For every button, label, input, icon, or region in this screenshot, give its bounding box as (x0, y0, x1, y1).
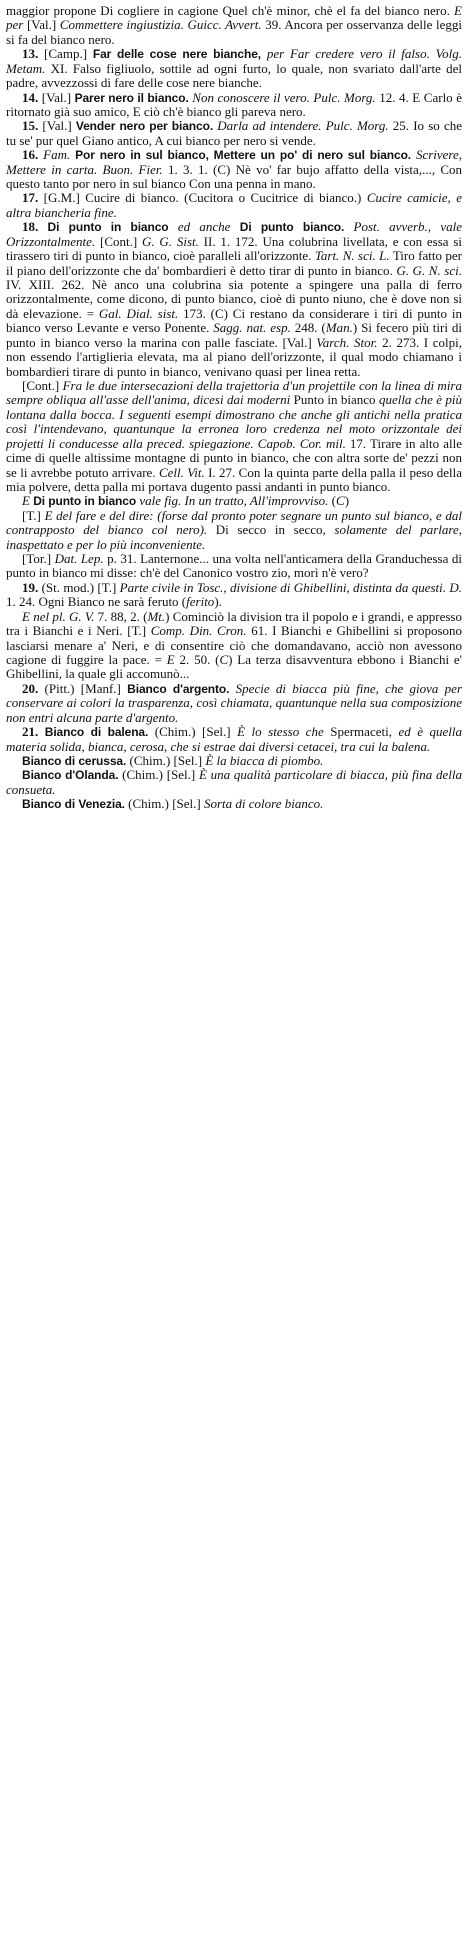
entry-continuation (6, 4, 462, 47)
italic-run: Gal. Dial. sist. (98, 305, 179, 321)
entry-18-fare-e-dire (6, 509, 462, 552)
italic-run: ed anche (168, 219, 240, 235)
text-run: [Cont.] (95, 233, 142, 249)
entry-number: 14. (22, 89, 39, 105)
text-run: (Chim.) [Sel.] (124, 796, 204, 812)
text-run: ( (328, 493, 337, 509)
italic-run: Specie di biacca più fine, che giova per conservare ai colori la trasparenza, così chiamata, quantunque nella sua composizione non entri alcuna parte d'argento. (6, 680, 463, 725)
text-run (38, 219, 47, 234)
entry-number: 15. (22, 118, 39, 134)
text-run: [Tor.] (22, 551, 55, 567)
headword: Di punto in bianco (47, 220, 169, 235)
entry-18-dat-lep-example (6, 552, 462, 581)
entry-18-trajettoria-note (6, 379, 462, 494)
text-run: (Chim.) [Sel.] (148, 724, 238, 740)
italic-run: E (22, 493, 34, 509)
italic-run: vale fig. In un tratto, All'improvviso. (136, 493, 329, 509)
italic-run: Scrivere, Mettere in carta. Buon. Fier. (6, 147, 463, 177)
text-run: XI. Falso figliuolo, sottile ad ogni furto, lo quale, non svariato dall'arte del padre, avvezzossi di fare delle cose nere bianche. (6, 60, 462, 91)
text-run: 12. 4. E Carlo è ritornato già suo amico, E ciò ch'è bianco gli pareva nero. (6, 89, 462, 119)
headword: Bianco d'Olanda. (22, 768, 119, 783)
text-run: [Val.] (38, 89, 75, 105)
text-run: Punto in bianco (290, 392, 379, 408)
text-run: Tiro fatto per il piano dell'orizzonte che da' bombardieri è detto tirar di punto in bianco. (6, 248, 462, 278)
italic-run: solamente del parlare, inaspettato e per lo più inconveniente. (6, 522, 462, 552)
text-run: 61. I Bianchi e Ghibellini si proposono lasciarsi menare a' Neri, e di consentire ciò che domandavano, acciò non avessono cagione di fuggire la pace. = (6, 623, 462, 667)
italic-run: Darla ad intendere. Pulc. Morg. (213, 118, 389, 134)
text-run: IV. XIII. 262. Nè anco una colubrina sia potente a spingere una palla di ferro orizzontalmente, come dicono, di punto bianco, cioè di punto niuno, che è dove non si dà elevazione. = (6, 277, 462, 321)
text-run: (Pitt.) [Manf.] (38, 680, 128, 696)
text-run: (Chim.) [Sel.] (118, 767, 199, 783)
text-run: 25. Io so che tu se' pur quel Giano antico, A cui bianco per nero si vende. (6, 118, 463, 148)
entry-21-bianco-di-cerussa (6, 754, 462, 768)
headword: Far delle cose nere bianche, (92, 47, 262, 62)
text-run: ). (214, 594, 222, 610)
text-run: 1. 3. 1. (C) Nè vo' far bujo affatto della vista,..., Con questo tanto por nero in sul bianco Con una penna in mano. (6, 161, 463, 192)
entry-19-parte-civile (6, 581, 462, 610)
italic-run: È la biacca di piombo. (205, 752, 324, 768)
headword: Bianco d'argento. (127, 681, 230, 696)
text-run: 2. 50. ( (174, 651, 220, 667)
text-run: I. 27. Con la quinta parte della palla il peso della mia polvere, detta palla mi portava dugento passi andanti in punto bianco. (6, 464, 463, 494)
text-run: ) Cominciò la division tra il popolo e i grandi, e appresso tra i Bianchi e i Neri. [T.] (6, 608, 462, 639)
italic-run: Man. (325, 320, 353, 336)
italic-run: E nel pl. G. V. (22, 608, 95, 624)
entry-15-vender-nero-per-bianco (6, 119, 462, 148)
italic-run: Mt. (147, 608, 166, 624)
text-run: Spermaceti, (323, 724, 399, 740)
italic-run: C (219, 651, 229, 667)
text-run: 17. Tirare in alto alle cime di quelle altissime montagne di punto in bianco, che con altra sorte de' pezzi non se li avrebbe potuto arrivare. (6, 435, 462, 480)
italic-run: E (166, 651, 175, 667)
entry-21-bianco-di-venezia (6, 797, 462, 811)
italic-run: ed è quella materia solida, bianca, cerosa, che si estrae dai diversi cetacei, tra cui la balena. (6, 724, 463, 754)
italic-run: Commettere ingiustizia. Guicc. Avvert. (59, 17, 262, 33)
text-run: ) (344, 493, 350, 509)
text-run: 7. 88, 2. ( (94, 608, 148, 624)
italic-run: Dat. Lep. (54, 551, 104, 567)
text-run: (St. mod.) [T.] (38, 579, 120, 595)
text-run: [Val.] (23, 17, 60, 33)
italic-run: Sagg. nat. esp. (213, 320, 291, 336)
entry-17-cucire-di-bianco (6, 191, 462, 220)
entry-number: 17. (22, 190, 39, 206)
text-run: p. 31. Lanternone... una volta nell'anticamera della Granduchessa di punto in bianco mi disse: ch'è del Canonico vostro zio, morì n'è vero? (6, 551, 462, 581)
italic-run: E del fare e del dire: (forse dal pronto poter segnare un punto sul bianco, e dal contrapposto del bianco col nero). (6, 507, 463, 538)
text-run: [Camp.] (38, 46, 93, 62)
headword: Parer nero il bianco. (74, 90, 189, 105)
entry-18-figurative (6, 494, 462, 508)
italic-run: Varch. Stor. (316, 334, 378, 350)
text-run: maggior propone Di cogliere in cagione Quel ch'è minor, chè el fa del bianco nero. (6, 3, 455, 18)
italic-run: Tart. N. sci. L. (314, 248, 390, 264)
italic-run: ferito (186, 594, 215, 610)
italic-run: C (336, 493, 345, 509)
entry-21-bianco-d-olanda (6, 768, 462, 797)
entry-18-di-punto-in-bianco (6, 220, 462, 379)
entry-21-bianco-di-balena (6, 725, 462, 754)
headword: Di punto in bianco (33, 494, 137, 509)
italic-run: G. G. Sist. (141, 233, 199, 249)
italic-run: Cell. Vit. (158, 464, 205, 480)
text-run: 173. (C) Ci restano da considerare i tiri di punto in bianco verso Levante e verso Ponente. (6, 305, 462, 336)
italic-run: Fam. (43, 147, 71, 163)
headword: Bianco di balena. (44, 725, 149, 740)
italic-run: Comp. Din. Cron. (150, 623, 247, 639)
headword: Di punto bianco. (239, 220, 345, 235)
text-run: 248. ( (290, 320, 326, 336)
entry-number: 16. (22, 147, 39, 163)
headword: Bianco di Venezia. (22, 797, 125, 812)
headword: Bianco di cerussa. (22, 753, 127, 768)
text-run: Di secco in secco, (207, 522, 335, 538)
entry-14-parer-nero-il-bianco (6, 91, 462, 120)
italic-run: G. G. N. sci. (396, 262, 462, 278)
italic-run: per Far credere vero il falso. Volg. Metam. (6, 46, 462, 76)
italic-run: È lo stesso che (237, 724, 324, 740)
italic-run: E per (6, 3, 462, 33)
entry-16-por-nero-in-sul-bianco (6, 148, 462, 191)
text-run: [G.M.] Cucire di bianco. (Cucitora o Cucitrice di bianco.) (38, 190, 367, 206)
text-run: [Val.] (38, 118, 76, 134)
italic-run: Post. avverb., vale Orizzontalmente. (6, 219, 463, 249)
headword: Por nero in sul bianco, Mettere un po' di nero sul bianco. (75, 148, 412, 163)
italic-run: È una qualità particolare di biacca, più fina della consueta. (6, 767, 463, 797)
entry-number: 18. (22, 219, 39, 235)
italic-run: quella che è più lontana dalla bocca. I seguenti esempi dimostrano che anche gli antichi nella pratica così l'intendevano, quantunque la erronea loro credenza nel moto orizzontale dei projetti li conducesse alla preced. spiegazione. Capob. Cor. mil. (6, 392, 463, 451)
entry-number: 21. (22, 724, 39, 740)
text-run: 1. 24. Ogni Bianco ne sarà feruto ( (6, 594, 187, 610)
text-run: (Chim.) [Sel.] (126, 752, 206, 768)
italic-run: Sorta di colore bianco. (203, 796, 324, 812)
text-run: II. 1. 172. Una colubrina livellata, e con essa si tirassero tiri di punto in bianco, cioè paralleli all'orizzonte. (6, 233, 462, 264)
entry-number: 13. (22, 46, 39, 62)
entry-19-plural (6, 610, 462, 682)
text-run: [T.] (22, 507, 45, 523)
italic-run: Non conoscere il vero. Pulc. Morg. (188, 89, 376, 105)
entry-number: 20. (22, 680, 39, 696)
italic-run: Cucire camicie, e altra biancheria fine. (6, 190, 462, 220)
text-run: 39. Ancora per osservanza delle leggi si fa del bianco nero. (6, 17, 462, 47)
entry-13-far-delle-cose-nere-bianche (6, 47, 462, 90)
entry-number: 19. (22, 579, 39, 595)
italic-run: Fra le due intersecazioni della trajettoria d'un projettile con la linea di mira sempre obliqua all'asse dell'anima, dicesi dai moderni (6, 377, 462, 408)
entry-20-bianco-d-argento (6, 682, 462, 725)
text-run: ) Si fecero più tiri di punto in bianco verso la marina con palle fasciate. [Val.] (6, 320, 463, 350)
text-run: ) La terza disavventura ebbono i Bianchi e' Ghibellini, la quale gli accomunò... (6, 651, 462, 682)
text-run: 2. 273. I colpi, non essendo l'artiglieria elevata, ma al piano dell'orizzonte, il qual modo chiamano i bombardieri tirare di punto in bianco, venivano quasi per linea retta. (6, 334, 462, 379)
italic-run: Parte civile in Tosc., divisione di Ghibellini, distinta da questi. D. (119, 579, 463, 595)
headword: Vender nero per bianco. (75, 119, 214, 134)
text-run: [Cont.] (22, 377, 63, 393)
